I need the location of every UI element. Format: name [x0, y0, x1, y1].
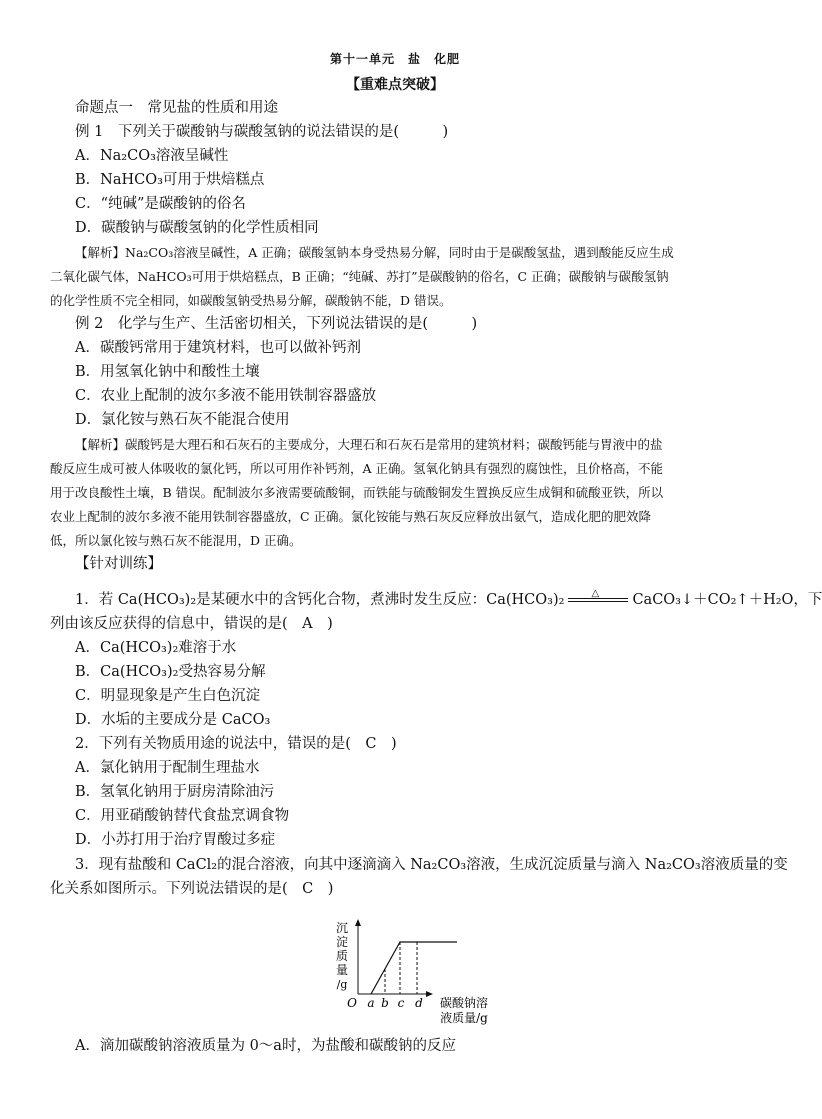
y-axis-label-3: 质	[335, 949, 349, 963]
example-2-option-b: B．用氢氧化钠中和酸性土壤	[75, 364, 260, 380]
x-axis-label-1: 碳酸钠溶	[439, 996, 489, 1010]
x-axis-label-2: 液质量/g	[440, 1011, 488, 1025]
question-3-stem-line-1: 3．现有盐酸和 CaCl₂的混合溶液，向其中逐滴滴入 Na₂CO₃溶液，生成沉淀质量与滴入 Na₂CO₃溶液质量的变	[75, 857, 788, 873]
example-2-stem: 例 2 化学与生产、生活密切相关，下列说法错误的是( )	[75, 316, 478, 332]
question-1-stem-line-1	[75, 590, 822, 610]
example-2-explanation-line-3: 用于改良酸性土壤，B 错误。配制波尔多液需要硫酸铜，而铁能与硫酸铜发生置换反应生成铜和硫酸亚铁，所以	[50, 485, 664, 500]
y-axis-label-5: /g	[336, 978, 348, 991]
question-1-stem-part-b: CaCO₃↓＋CO₂↑＋H₂O，下	[632, 592, 822, 608]
example-2-explanation-line-4: 农业上配制的波尔多液不能用铁制容器盛放，C 正确。氯化铵能与熟石灰反应释放出氨气，造成化肥的肥效降	[50, 509, 652, 524]
example-1-stem: 例 1 下列关于碳酸钠与碳酸氢钠的说法错误的是( )	[75, 124, 449, 140]
x-tick-a: a	[367, 996, 375, 1010]
y-axis-label-1: 沉	[335, 921, 349, 935]
question-2-stem: 2．下列有关物质用途的说法中，错误的是( C )	[75, 736, 397, 752]
example-2-explanation-line-2: 酸反应生成可被人体吸收的氯化钙，所以可用作补钙剂，A 正确。氢氧化钠具有强烈的腐蚀性，且价格高，不能	[50, 461, 664, 476]
heat-triangle-icon: △	[591, 588, 600, 599]
x-tick-c: c	[397, 996, 405, 1010]
example-1-explanation-line-3: 的化学性质不完全相同，如碳酸氢钠受热易分解，碳酸钠不能，D 错误。	[50, 293, 452, 308]
example-2-option-a: A．碳酸钙常用于建筑材料，也可以做补钙剂	[75, 340, 361, 356]
x-tick-b: b	[381, 996, 389, 1010]
example-1-option-a: A．Na₂CO₃溶液呈碱性	[75, 148, 229, 164]
example-1-option-c: C．“纯碱”是碳酸钠的俗名	[75, 196, 246, 212]
y-axis-arrow	[355, 919, 361, 926]
x-tick-d: d	[415, 996, 423, 1010]
question-1-option-b: B．Ca(HCO₃)₂受热容易分解	[75, 664, 266, 680]
question-2-option-b: B．氢氧化钠用于厨房清除油污	[75, 784, 275, 800]
question-1-option-a: A．Ca(HCO₃)₂难溶于水	[75, 640, 237, 656]
x-axis-arrow	[426, 991, 433, 997]
question-1-option-d: D．水垢的主要成分是 CaCO₃	[75, 712, 271, 728]
topic-heading: 命题点一 常见盐的性质和用途	[75, 100, 278, 116]
example-2-option-d: D．氯化铵与熟石灰不能混合使用	[75, 412, 290, 428]
example-1-option-d: D．碳酸钠与碳酸氢钠的化学性质相同	[75, 220, 319, 236]
y-axis-label-2: 淀	[335, 935, 349, 949]
origin-label: O	[347, 996, 357, 1010]
question-1-option-c: C．明显现象是产生白色沉淀	[75, 688, 261, 704]
example-2-explanation-line-5: 低，所以氯化铵与熟石灰不能混用，D 正确。	[50, 533, 302, 548]
question-2-option-c: C．用亚硝酸钠替代食盐烹调食物	[75, 808, 290, 824]
question-3-option-a: A．滴加碳酸钠溶液质量为 0～a时，为盐酸和碳酸钠的反应	[75, 1038, 456, 1054]
example-2-explanation-line-1: 【解析】碳酸钙是大理石和石灰石的主要成分，大理石和石灰石是常用的建筑材料；碳酸钙能与胃液中的盐	[75, 437, 663, 452]
y-axis-label-4: 量	[335, 963, 349, 977]
example-2-option-c: C．农业上配制的波尔多液不能用铁制容器盛放	[75, 388, 377, 404]
unit-title: 第十一单元 盐 化肥	[329, 52, 460, 66]
precipitate-mass-graph	[330, 918, 510, 1028]
example-1-explanation-line-1: 【解析】Na₂CO₃溶液呈碱性，A 正确；碳酸氢钠本身受热易分解，同时由于是碳酸氢盐，遇到酸能反应生成	[75, 245, 674, 260]
section-subtitle: 【重难点突破】	[346, 77, 444, 93]
training-heading: 【针对训练】	[75, 556, 162, 572]
question-2-option-d: D．小苏打用于治疗胃酸过多症	[75, 832, 276, 848]
question-1-stem-part-a: 1．若 Ca(HCO₃)₂是某硬水中的含钙化合物，煮沸时发生反应：Ca(HCO₃)₂	[75, 592, 565, 608]
heat-condition-arrow	[568, 590, 628, 604]
precipitate-curve	[371, 942, 457, 994]
example-1-explanation-line-2: 二氧化碳气体，NaHCO₃可用于烘焙糕点，B 正确；“纯碱、苏打”是碳酸钠的俗名，C 正确；碳酸钠与碳酸氢钠	[50, 269, 669, 284]
question-1-stem-line-2: 列由该反应获得的信息中，错误的是( A )	[50, 616, 333, 632]
question-3-stem-line-2: 化关系如图所示。下列说法错误的是( C )	[50, 881, 334, 897]
example-1-option-b: B．NaHCO₃可用于烘焙糕点	[75, 172, 265, 188]
question-2-option-a: A．氯化钠用于配制生理盐水	[75, 760, 260, 776]
